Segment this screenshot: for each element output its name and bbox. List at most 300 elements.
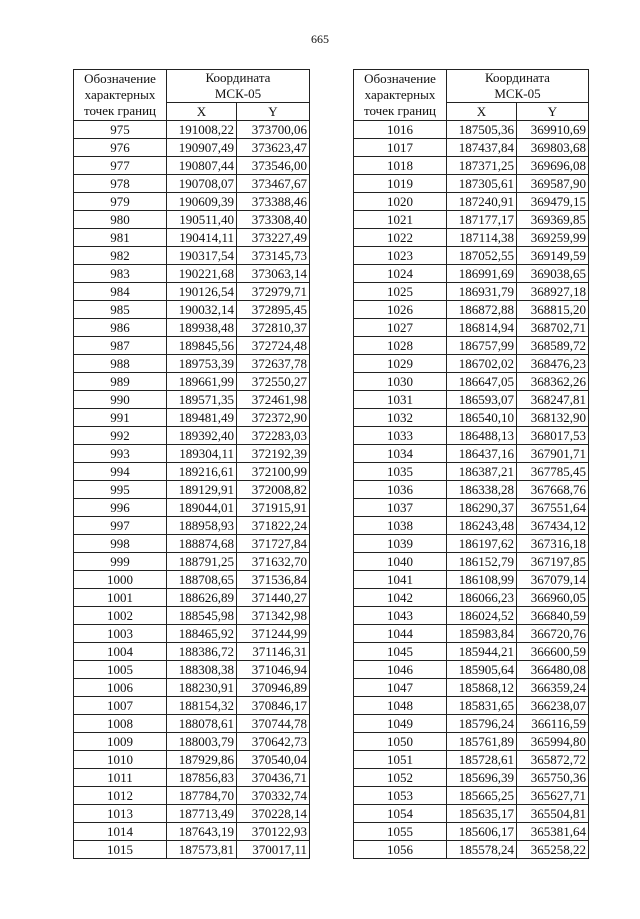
point-number-cell: 1023 [354,247,447,265]
point-number-cell: 1021 [354,211,447,229]
point-number-cell: 1039 [354,535,447,553]
y-coordinate-cell: 368815,20 [517,301,589,319]
x-coordinate-cell: 189753,39 [167,355,237,373]
y-coordinate-cell: 371146,31 [237,643,310,661]
table-row [74,517,310,535]
table-row [74,157,310,175]
x-coordinate-cell: 188465,92 [167,625,237,643]
y-coordinate-cell: 372979,71 [237,283,310,301]
table-row [354,751,589,769]
table-row [74,607,310,625]
x-coordinate-cell: 186066,23 [447,589,517,607]
x-coordinate-cell: 186540,10 [447,409,517,427]
x-coordinate-cell: 185578,24 [447,841,517,859]
point-number-cell: 1008 [74,715,167,733]
y-coordinate-cell: 372895,45 [237,301,310,319]
x-coordinate-cell: 187643,19 [167,823,237,841]
y-coordinate-cell: 369803,68 [517,139,589,157]
point-number-cell: 1049 [354,715,447,733]
table-row [74,265,310,283]
table-row [74,427,310,445]
y-column-header: Y [237,103,310,121]
y-coordinate-cell: 370122,93 [237,823,310,841]
point-number-cell: 999 [74,553,167,571]
y-coordinate-cell: 370436,71 [237,769,310,787]
table-row [74,589,310,607]
table-row [74,373,310,391]
point-number-cell: 1025 [354,283,447,301]
y-coordinate-cell: 368589,72 [517,337,589,355]
y-coordinate-cell: 366116,59 [517,715,589,733]
y-coordinate-cell: 365381,64 [517,823,589,841]
table-row [354,589,589,607]
point-number-cell: 1011 [74,769,167,787]
x-coordinate-cell: 190317,54 [167,247,237,265]
x-coordinate-cell: 190221,68 [167,265,237,283]
y-coordinate-cell: 370744,78 [237,715,310,733]
designation-header [74,70,167,121]
table-row [354,697,589,715]
table-row [74,211,310,229]
x-coordinate-cell: 186290,37 [447,499,517,517]
table-row [354,679,589,697]
point-number-cell: 1033 [354,427,447,445]
x-coordinate-cell: 189392,40 [167,427,237,445]
x-coordinate-cell: 186757,99 [447,337,517,355]
point-number-cell: 1020 [354,193,447,211]
table-row [354,715,589,733]
point-number-cell: 1016 [354,121,447,139]
point-number-cell: 1000 [74,571,167,589]
point-number-cell: 1056 [354,841,447,859]
point-number-cell: 981 [74,229,167,247]
y-coordinate-cell: 366480,08 [517,661,589,679]
x-coordinate-cell: 189216,61 [167,463,237,481]
point-number-cell: 1052 [354,769,447,787]
table-row [354,733,589,751]
x-coordinate-cell: 188154,32 [167,697,237,715]
x-coordinate-cell: 191008,22 [167,121,237,139]
point-number-cell: 1006 [74,679,167,697]
table-row [354,283,589,301]
point-number-cell: 1026 [354,301,447,319]
x-coordinate-cell: 190511,40 [167,211,237,229]
y-coordinate-cell: 370332,74 [237,787,310,805]
point-number-cell: 1048 [354,697,447,715]
table-row [74,841,310,859]
point-number-cell: 1050 [354,733,447,751]
x-coordinate-cell: 188708,65 [167,571,237,589]
y-coordinate-cell: 367551,64 [517,499,589,517]
y-coordinate-cell: 367901,71 [517,445,589,463]
x-coordinate-cell: 187784,70 [167,787,237,805]
y-coordinate-cell: 368362,26 [517,373,589,391]
point-number-cell: 1051 [354,751,447,769]
y-coordinate-cell: 371046,94 [237,661,310,679]
designation-header-line3: точек границ [83,103,157,118]
y-coordinate-cell: 371632,70 [237,553,310,571]
x-coordinate-cell: 189044,01 [167,499,237,517]
y-coordinate-cell: 365872,72 [517,751,589,769]
table-row [74,463,310,481]
point-number-cell: 993 [74,445,167,463]
x-coordinate-cell: 186931,79 [447,283,517,301]
point-number-cell: 989 [74,373,167,391]
table-row [74,625,310,643]
x-coordinate-cell: 189845,56 [167,337,237,355]
y-coordinate-cell: 366960,05 [517,589,589,607]
table-row [354,337,589,355]
table-row [74,409,310,427]
y-coordinate-cell: 368702,71 [517,319,589,337]
table-row [74,391,310,409]
point-number-cell: 1003 [74,625,167,643]
x-coordinate-cell: 186814,94 [447,319,517,337]
table-row [354,643,589,661]
x-coordinate-cell: 185944,21 [447,643,517,661]
x-coordinate-cell: 187573,81 [167,841,237,859]
y-coordinate-cell: 370228,14 [237,805,310,823]
table-row [354,787,589,805]
y-coordinate-cell: 367434,12 [517,517,589,535]
x-coordinate-cell: 187305,61 [447,175,517,193]
point-number-cell: 1043 [354,607,447,625]
table-row [74,319,310,337]
designation-header-line3: точек границ [363,103,437,118]
point-number-cell: 1028 [354,337,447,355]
x-coordinate-cell: 189661,99 [167,373,237,391]
y-coordinate-cell: 365994,80 [517,733,589,751]
point-number-cell: 1038 [354,517,447,535]
y-coordinate-cell: 371244,99 [237,625,310,643]
x-coordinate-cell: 185606,17 [447,823,517,841]
designation-header-line1: Обозначение [364,71,436,86]
designation-header-line2: характерных [364,87,436,102]
y-coordinate-cell: 368017,53 [517,427,589,445]
x-coordinate-cell: 185905,64 [447,661,517,679]
x-coordinate-cell: 187371,25 [447,157,517,175]
x-coordinate-cell: 186152,79 [447,553,517,571]
page-number: 665 [311,32,329,46]
y-coordinate-cell: 373308,40 [237,211,310,229]
y-coordinate-cell: 371440,27 [237,589,310,607]
table-row [74,769,310,787]
y-coordinate-cell: 367079,14 [517,571,589,589]
x-column-header: X [447,103,517,121]
table-row [354,517,589,535]
x-coordinate-cell: 185665,25 [447,787,517,805]
x-coordinate-cell: 190032,14 [167,301,237,319]
x-coordinate-cell: 186991,69 [447,265,517,283]
table-row [74,805,310,823]
x-coordinate-cell: 188626,89 [167,589,237,607]
point-number-cell: 980 [74,211,167,229]
x-coordinate-cell: 187505,36 [447,121,517,139]
table-row [354,373,589,391]
table-row [74,337,310,355]
table-row [354,301,589,319]
x-coordinate-cell: 186387,21 [447,463,517,481]
table-row [74,175,310,193]
y-coordinate-cell: 372810,37 [237,319,310,337]
y-coordinate-cell: 366600,59 [517,643,589,661]
point-number-cell: 1055 [354,823,447,841]
x-coordinate-cell: 189129,91 [167,481,237,499]
point-number-cell: 1031 [354,391,447,409]
table-row [74,823,310,841]
x-coordinate-cell: 190126,54 [167,283,237,301]
y-coordinate-cell: 373063,14 [237,265,310,283]
table-row [354,499,589,517]
y-coordinate-cell: 370946,89 [237,679,310,697]
point-number-cell: 1001 [74,589,167,607]
point-number-cell: 1053 [354,787,447,805]
designation-header-line1: Обозначение [84,71,156,86]
table-row [74,481,310,499]
coordinate-header-line2: МСК-05 [214,86,262,101]
y-coordinate-cell: 369038,65 [517,265,589,283]
y-coordinate-cell: 369587,90 [517,175,589,193]
table-row [354,193,589,211]
x-coordinate-cell: 190414,11 [167,229,237,247]
y-coordinate-cell: 365750,36 [517,769,589,787]
y-coordinate-cell: 369696,08 [517,157,589,175]
table-row [74,661,310,679]
point-number-cell: 977 [74,157,167,175]
table-row [74,733,310,751]
x-coordinate-cell: 187437,84 [447,139,517,157]
point-number-cell: 1027 [354,319,447,337]
table-row [354,463,589,481]
point-number-cell: 996 [74,499,167,517]
y-coordinate-cell: 373700,06 [237,121,310,139]
table-row [74,499,310,517]
point-number-cell: 1030 [354,373,447,391]
y-coordinate-cell: 371727,84 [237,535,310,553]
point-number-cell: 1004 [74,643,167,661]
x-coordinate-cell: 187240,91 [447,193,517,211]
x-coordinate-cell: 187856,83 [167,769,237,787]
y-coordinate-cell: 370846,17 [237,697,310,715]
table-row [354,319,589,337]
y-coordinate-cell: 370017,11 [237,841,310,859]
point-number-cell: 988 [74,355,167,373]
x-coordinate-cell: 185728,61 [447,751,517,769]
x-coordinate-cell: 187713,49 [167,805,237,823]
y-coordinate-cell: 370642,73 [237,733,310,751]
point-number-cell: 1019 [354,175,447,193]
x-coordinate-cell: 187929,86 [167,751,237,769]
x-coordinate-cell: 188791,25 [167,553,237,571]
table-row [74,121,310,139]
y-coordinate-cell: 373467,67 [237,175,310,193]
point-number-cell: 994 [74,463,167,481]
point-number-cell: 1047 [354,679,447,697]
x-coordinate-cell: 185868,12 [447,679,517,697]
x-coordinate-cell: 186488,13 [447,427,517,445]
point-number-cell: 1002 [74,607,167,625]
x-coordinate-cell: 188230,91 [167,679,237,697]
point-number-cell: 1036 [354,481,447,499]
y-coordinate-cell: 372008,82 [237,481,310,499]
table-row [354,427,589,445]
y-coordinate-cell: 367668,76 [517,481,589,499]
x-coordinate-cell: 186593,07 [447,391,517,409]
table-row [354,535,589,553]
table-row [354,625,589,643]
y-coordinate-cell: 367197,85 [517,553,589,571]
left-table-body [74,121,310,859]
y-coordinate-cell: 367785,45 [517,463,589,481]
x-coordinate-cell: 190708,07 [167,175,237,193]
point-number-cell: 983 [74,265,167,283]
table-row [354,571,589,589]
x-coordinate-cell: 186702,02 [447,355,517,373]
coordinate-header-line1: Координата [485,70,550,85]
y-coordinate-cell: 373145,73 [237,247,310,265]
x-coordinate-cell: 186024,52 [447,607,517,625]
coordinates-table-right [353,69,589,859]
coordinate-header [447,70,589,103]
x-coordinate-cell: 186872,88 [447,301,517,319]
table-row [74,571,310,589]
point-number-cell: 1014 [74,823,167,841]
x-coordinate-cell: 187177,17 [447,211,517,229]
y-coordinate-cell: 372461,98 [237,391,310,409]
point-number-cell: 985 [74,301,167,319]
table-row [354,661,589,679]
x-coordinate-cell: 189571,35 [167,391,237,409]
point-number-cell: 976 [74,139,167,157]
point-number-cell: 1046 [354,661,447,679]
table-row [354,607,589,625]
x-coordinate-cell: 185696,39 [447,769,517,787]
table-row [74,193,310,211]
y-coordinate-cell: 368132,90 [517,409,589,427]
point-number-cell: 1015 [74,841,167,859]
y-coordinate-cell: 372100,99 [237,463,310,481]
table-row [354,355,589,373]
x-coordinate-cell: 189481,49 [167,409,237,427]
table-row [354,175,589,193]
x-coordinate-cell: 188874,68 [167,535,237,553]
point-number-cell: 975 [74,121,167,139]
point-number-cell: 991 [74,409,167,427]
table-row [354,805,589,823]
point-number-cell: 1032 [354,409,447,427]
table-row [354,229,589,247]
table-row [74,301,310,319]
point-number-cell: 1035 [354,463,447,481]
x-coordinate-cell: 188958,93 [167,517,237,535]
designation-header [354,70,447,121]
y-coordinate-cell: 371536,84 [237,571,310,589]
x-coordinate-cell: 188308,38 [167,661,237,679]
y-coordinate-cell: 371915,91 [237,499,310,517]
table-row [74,643,310,661]
x-coordinate-cell: 187114,38 [447,229,517,247]
y-coordinate-cell: 373623,47 [237,139,310,157]
point-number-cell: 1010 [74,751,167,769]
table-row [74,445,310,463]
y-coordinate-cell: 366720,76 [517,625,589,643]
table-row [354,391,589,409]
x-coordinate-cell: 186108,99 [447,571,517,589]
table-row [354,121,589,139]
y-coordinate-cell: 372192,39 [237,445,310,463]
table-row [74,553,310,571]
table-row [74,139,310,157]
y-column-header: Y [517,103,589,121]
point-number-cell: 995 [74,481,167,499]
y-coordinate-cell: 365627,71 [517,787,589,805]
point-number-cell: 1024 [354,265,447,283]
y-coordinate-cell: 369149,59 [517,247,589,265]
x-coordinate-cell: 189304,11 [167,445,237,463]
y-coordinate-cell: 373546,00 [237,157,310,175]
table-row [354,139,589,157]
coordinate-header [167,70,310,103]
table-row [354,769,589,787]
table-row [354,157,589,175]
point-number-cell: 1022 [354,229,447,247]
point-number-cell: 1007 [74,697,167,715]
y-coordinate-cell: 372550,27 [237,373,310,391]
y-coordinate-cell: 366840,59 [517,607,589,625]
table-row [74,715,310,733]
right-table-body [354,121,589,859]
table-row [354,265,589,283]
point-number-cell: 979 [74,193,167,211]
point-number-cell: 1017 [354,139,447,157]
point-number-cell: 1054 [354,805,447,823]
y-coordinate-cell: 370540,04 [237,751,310,769]
point-number-cell: 1042 [354,589,447,607]
y-coordinate-cell: 369259,99 [517,229,589,247]
y-coordinate-cell: 372724,48 [237,337,310,355]
x-coordinate-cell: 190609,39 [167,193,237,211]
y-coordinate-cell: 365504,81 [517,805,589,823]
y-coordinate-cell: 372283,03 [237,427,310,445]
y-coordinate-cell: 365258,22 [517,841,589,859]
x-coordinate-cell: 188386,72 [167,643,237,661]
y-coordinate-cell: 371822,24 [237,517,310,535]
point-number-cell: 1012 [74,787,167,805]
x-coordinate-cell: 190807,44 [167,157,237,175]
table-row [354,211,589,229]
table-row [74,787,310,805]
x-coordinate-cell: 185761,89 [447,733,517,751]
point-number-cell: 1040 [354,553,447,571]
x-coordinate-cell: 186647,05 [447,373,517,391]
point-number-cell: 998 [74,535,167,553]
table-row [74,283,310,301]
point-number-cell: 1018 [354,157,447,175]
y-coordinate-cell: 372637,78 [237,355,310,373]
x-coordinate-cell: 189938,48 [167,319,237,337]
y-coordinate-cell: 368927,18 [517,283,589,301]
table-row [74,247,310,265]
table-row [74,751,310,769]
x-coordinate-cell: 190907,49 [167,139,237,157]
point-number-cell: 1045 [354,643,447,661]
point-number-cell: 1044 [354,625,447,643]
y-coordinate-cell: 369369,85 [517,211,589,229]
point-number-cell: 1034 [354,445,447,463]
point-number-cell: 1029 [354,355,447,373]
point-number-cell: 990 [74,391,167,409]
table-row [354,823,589,841]
